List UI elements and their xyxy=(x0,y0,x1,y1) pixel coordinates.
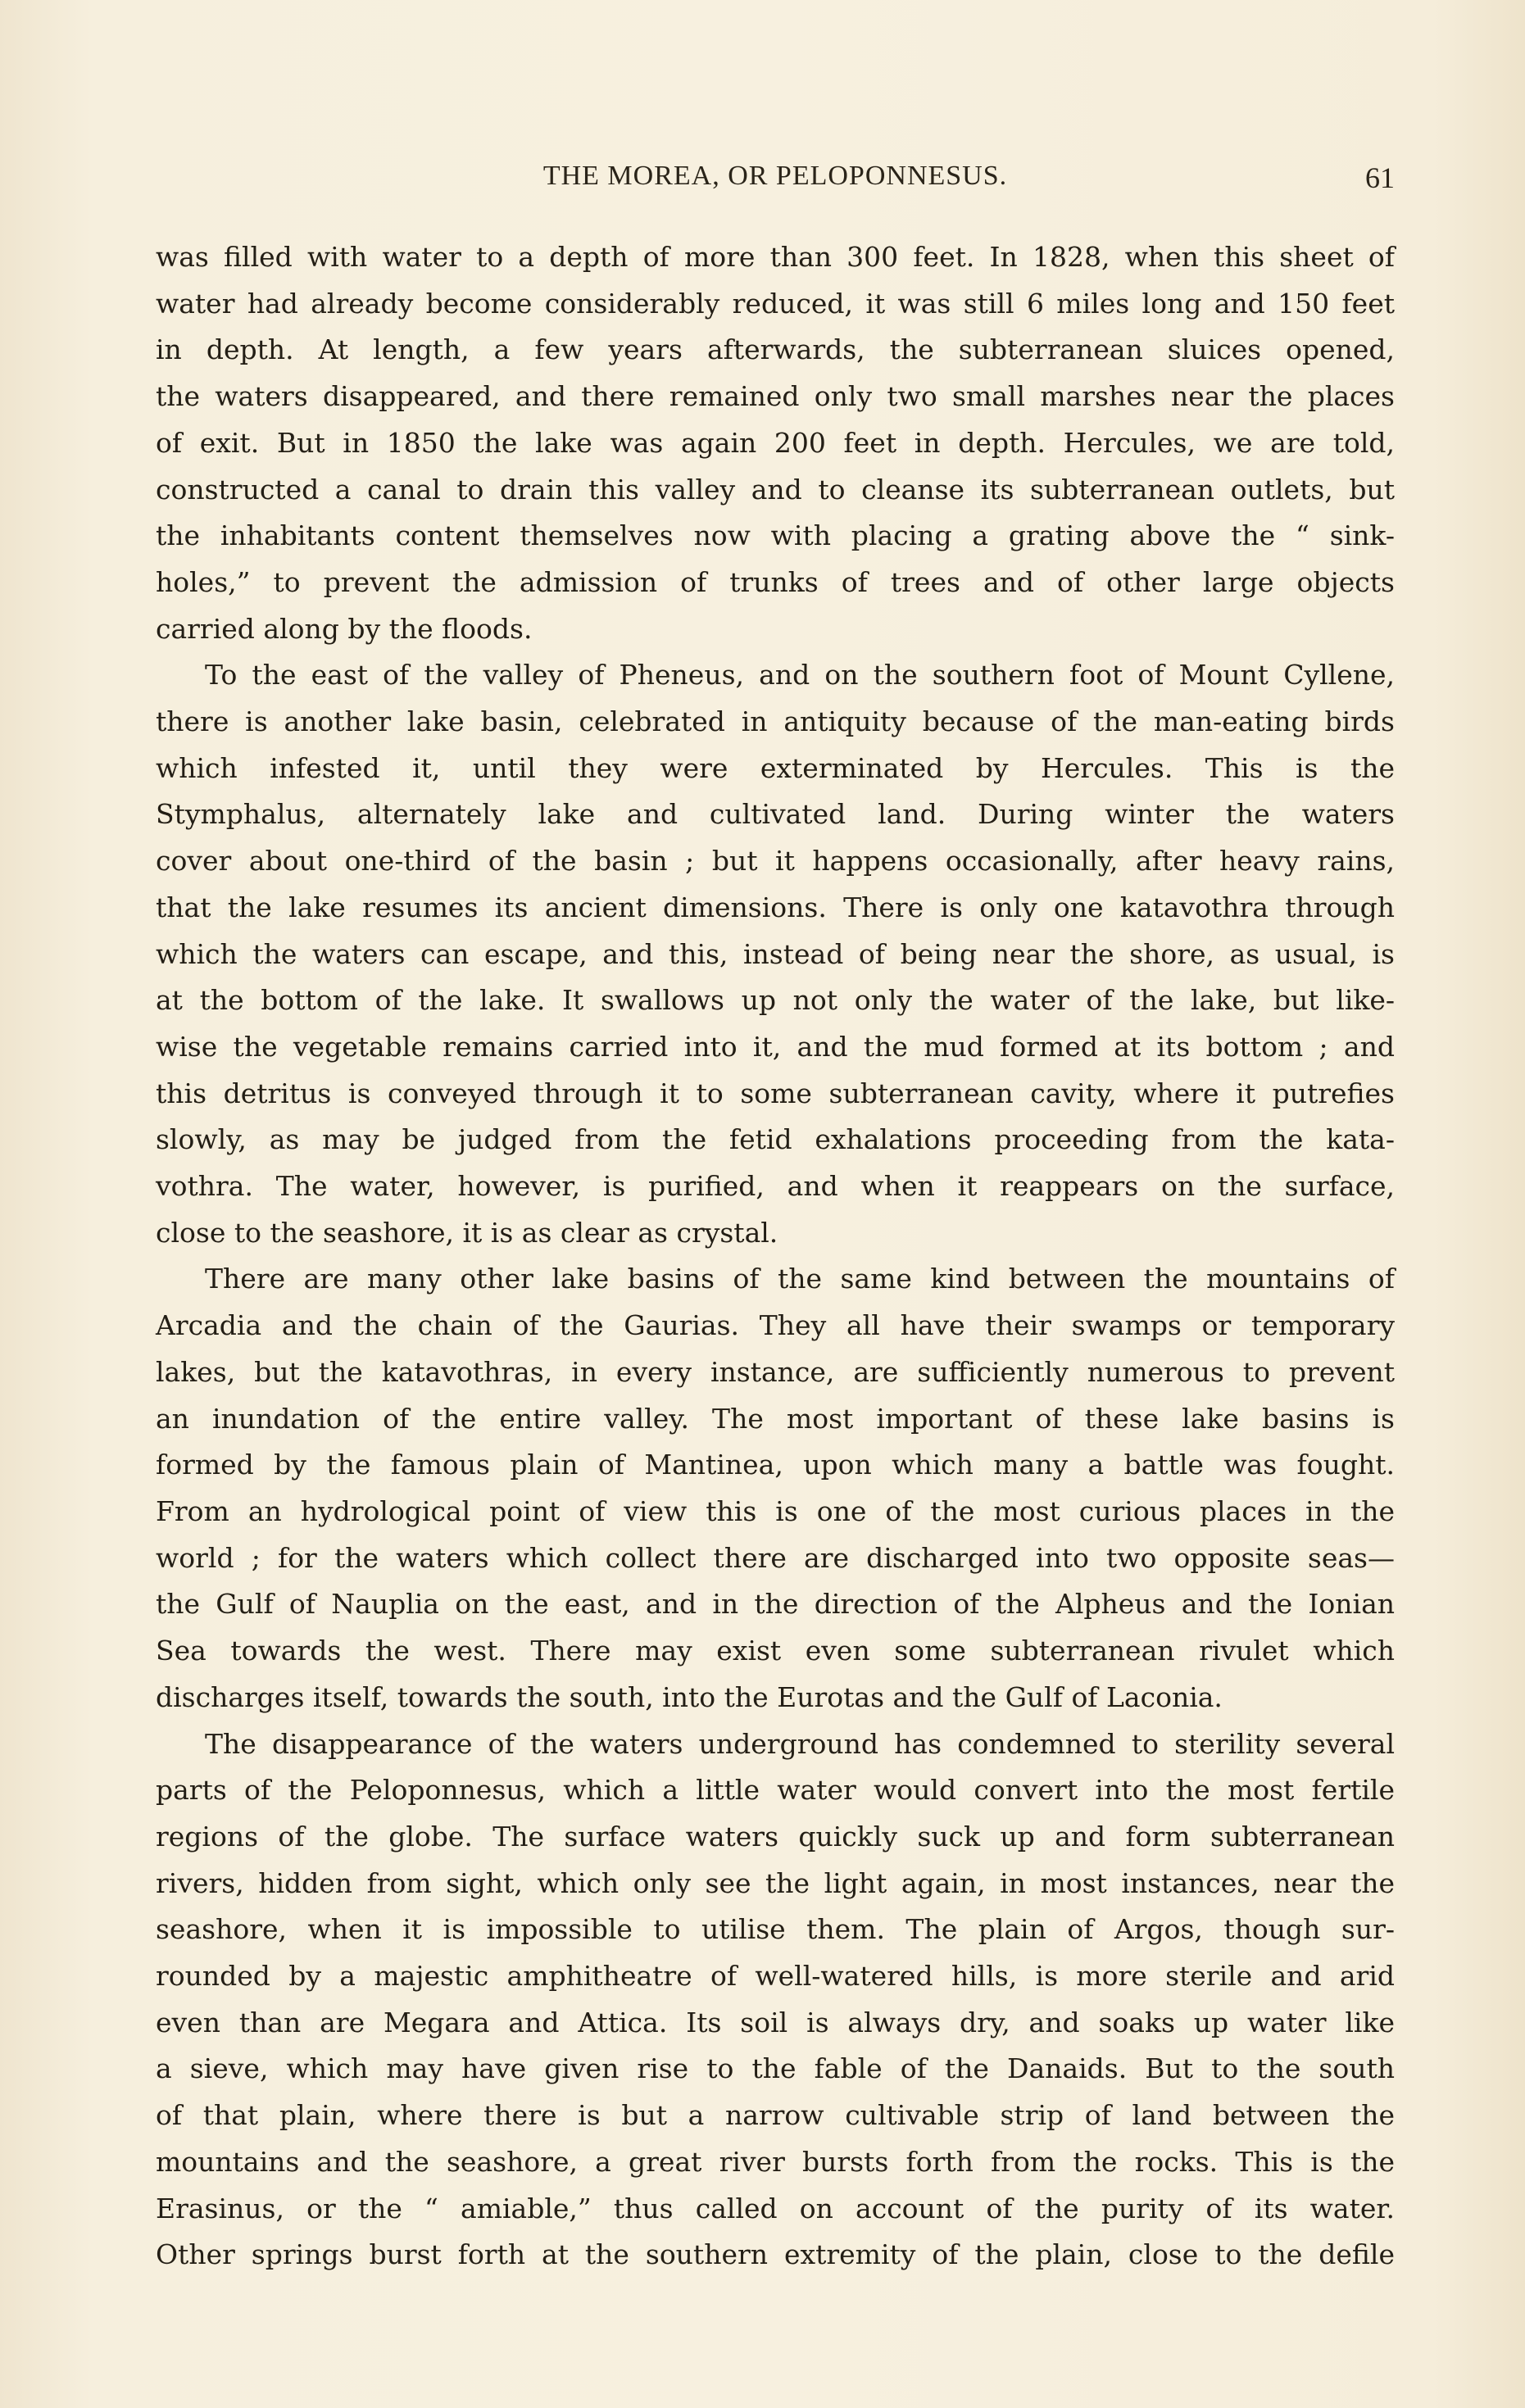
text-line: There are many other lake basins of the same kind between the mountains of xyxy=(205,1263,1395,1295)
text-line: From an hydrological point of view this is one of the most curious places in the xyxy=(156,1494,1395,1527)
text-line: lakes, but the katavothras, in every instance, are sufficiently numerous to prevent xyxy=(156,1355,1395,1388)
text-line: discharges itself, towards the south, into the Eurotas and the Gulf of Laconia. xyxy=(156,1680,1223,1713)
text-line: To the east of the valley of Pheneus, and on the southern foot of Mount Cyllene, xyxy=(205,659,1395,692)
text-line: mountains and the seashore, a great river bursts forth from the rocks. This is the xyxy=(156,2145,1395,2178)
text-line: Sea towards the west. There may exist even some subterranean rivulet which xyxy=(156,1635,1395,1667)
running-title: THE MOREA, OR PELOPONNESUS. xyxy=(542,161,1008,191)
text-line: even than are Megara and Attica. Its soil is always dry, and soaks up water like xyxy=(156,2006,1395,2038)
text-line: Arcadia and the chain of the Gaurias. They all have their swamps or temporary xyxy=(156,1309,1395,1342)
text-line: in depth. At length, a few years afterwards, the subterranean sluices opened, xyxy=(156,333,1395,366)
text-line: at the bottom of the lake. It swallows up not only the water of the lake, but like- xyxy=(156,984,1395,1017)
text-line: Other springs burst forth at the southern extremity of the plain, close to the defile xyxy=(156,2238,1395,2271)
text-line: the inhabitants content themselves now with placing a grating above the “ sink- xyxy=(156,519,1395,552)
text-line: seashore, when it is impossible to utilise them. The plain of Argos, though sur- xyxy=(156,1913,1395,1946)
text-line: close to the seashore, it is as clear as crystal. xyxy=(156,1216,778,1249)
text-line: regions of the globe. The surface waters quickly suck up and form subterranean xyxy=(156,1820,1395,1852)
text-line: this detritus is conveyed through it to some subterranean cavity, where it putrefies xyxy=(156,1077,1395,1109)
text-line: vothra. The water, however, is purified, and when it reappears on the surface, xyxy=(156,1170,1395,1203)
text-line: holes,” to prevent the admission of trunks of trees and of other large objects xyxy=(156,565,1395,598)
page-header xyxy=(156,161,1395,202)
text-line: rounded by a majestic amphitheatre of well-watered hills, is more sterile and arid xyxy=(156,1960,1395,1993)
text-line: Stymphalus, alternately lake and cultivated land. During winter the waters xyxy=(156,798,1395,831)
text-line: a sieve, which may have given rise to the fable of the Danaids. But to the south xyxy=(156,2052,1395,2085)
text-line: world ; for the waters which collect there are discharged into two opposite seas— xyxy=(156,1541,1395,1574)
text-line: constructed a canal to drain this valley and to cleanse its subterranean outlets, but xyxy=(156,473,1395,506)
text-line: formed by the famous plain of Mantinea, upon which many a battle was fought. xyxy=(156,1449,1395,1481)
text-line: there is another lake basin, celebrated in antiquity because of the man-eating birds xyxy=(156,705,1395,738)
text-line: which the waters can escape, and this, instead of being near the shore, as usual, is xyxy=(156,937,1395,970)
text-line: that the lake resumes its ancient dimensions. There is only one katavothra through xyxy=(156,891,1395,923)
text-line: The disappearance of the waters underground has condemned to sterility several xyxy=(205,1727,1395,1760)
text-line: of that plain, where there is but a narrow cultivable strip of land between the xyxy=(156,2099,1395,2132)
text-line: Erasinus, or the “ amiable,” thus called on account of the purity of its water. xyxy=(156,2192,1395,2224)
text-line: rivers, hidden from sight, which only see the light again, in most instances, near the xyxy=(156,1866,1395,1899)
text-line: parts of the Peloponnesus, which a little water would convert into the most fertile xyxy=(156,1774,1395,1807)
text-line: of exit. But in 1850 the lake was again 200 feet in depth. Hercules, we are told, xyxy=(156,426,1395,459)
text-line: cover about one-third of the basin ; but it happens occasionally, after heavy rains, xyxy=(156,845,1395,877)
text-line: wise the vegetable remains carried into it, and the mud formed at its bottom ; and xyxy=(156,1030,1395,1063)
text-line: which infested it, until they were exterminated by Hercules. This is the xyxy=(156,751,1395,784)
page-number: 61 xyxy=(1365,161,1395,194)
body-text xyxy=(156,234,1395,2279)
text-line: the waters disappeared, and there remained only two small marshes near the places xyxy=(156,380,1395,413)
text-line: water had already become considerably reduced, it was still 6 miles long and 150 feet xyxy=(156,287,1395,320)
text-line: an inundation of the entire valley. The most important of these lake basins is xyxy=(156,1402,1395,1435)
text-line: was filled with water to a depth of more than 300 feet. In 1828, when this sheet of xyxy=(156,241,1395,273)
text-line: slowly, as may be judged from the fetid exhalations proceeding from the kata- xyxy=(156,1123,1395,1156)
text-line: carried along by the floods. xyxy=(156,612,533,645)
text-line: the Gulf of Nauplia on the east, and in the direction of the Alpheus and the Ionian xyxy=(156,1588,1395,1621)
